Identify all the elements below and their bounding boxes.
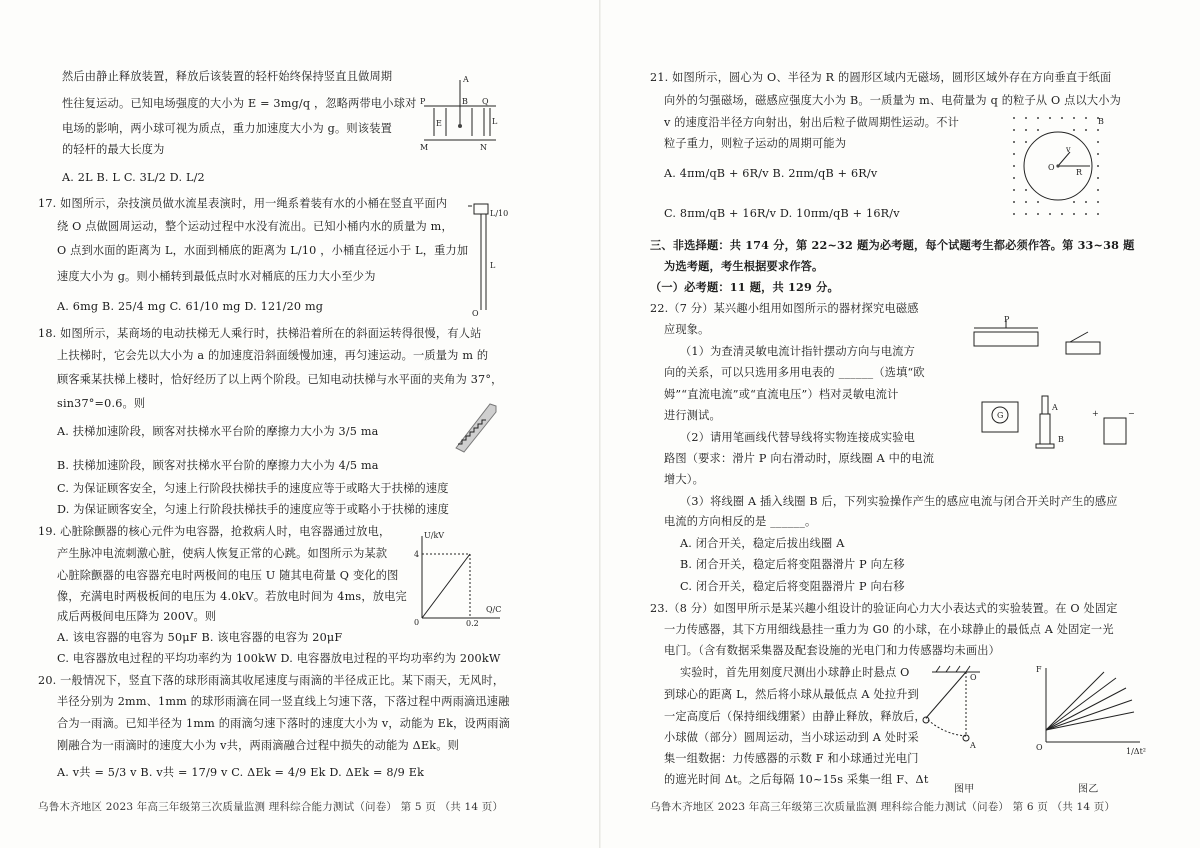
field-dot — [1097, 177, 1099, 179]
text-line: 速度大小为 g。则小桶转到最低点时水对桶底的压力大小至少为 — [57, 270, 376, 283]
field-label: A — [463, 75, 469, 84]
text-line: 增大）。 — [664, 473, 704, 486]
field-dot — [1073, 213, 1075, 215]
text-line: 小球做（部分）圆周运动，当小球运动到 A 处时采 — [664, 731, 919, 744]
section-heading: 三、非选择题：共 174 分，第 22~32 题为必考题，每个试题考生都必须作答。第 33~38 题 — [650, 238, 1135, 252]
field-dot — [1073, 129, 1075, 131]
answer-option: A. 扶梯加速阶段，顾客对扶梯水平台阶的摩擦力大小为 3/5 ma — [57, 425, 379, 438]
text-line: 刚融合为一雨滴时的速度大小为 v共，两雨滴融合过程中损失的动能为 ΔEk。则 — [57, 739, 460, 752]
field-label: N — [480, 143, 487, 152]
field-dot — [1073, 117, 1075, 119]
answer-option: C. 为保证顾客安全，匀速上行阶段扶梯扶手的速度应等于或略大于扶梯的速度 — [57, 482, 449, 495]
text-line: 的轻杆的最大长度为 — [62, 143, 165, 156]
text-line: O 点到水面的距离为 L，水面到桶底的距离为 L/10 ，小桶直径远小于 L，重力加 — [57, 244, 469, 257]
field-dot — [1097, 189, 1099, 191]
graph-label: Q/C — [486, 605, 502, 614]
text-line: 路图（要求：滑片 P 向右滑动时，原线圈 A 中的电流 — [664, 452, 935, 465]
text-line: v 的速度沿半径方向射出，射出后粒子做周期性运动。不计 — [664, 116, 959, 129]
text-line: 实验时，首先用刻度尺测出小球静止时悬点 O — [680, 666, 910, 679]
answer-options: A. 4πm/qB + 6R/v B. 2πm/qB + 6R/v — [664, 167, 878, 180]
text-line: 产生脉冲电流刺激心脏，使病人恢复正常的心跳。如图所示为某款 — [57, 547, 388, 560]
field-dot — [1025, 117, 1027, 119]
text-line: 电流的方向相反的是 ______。 — [664, 515, 817, 528]
text-line: 粒子重力，则粒子运动的周期可能为 — [664, 137, 847, 150]
circle-label: v — [1066, 145, 1071, 154]
text-line: 合为一雨滴。已知半径为 1mm 的雨滴匀速下落时的速度大小为 v，动能为 Ek，设两雨滴 — [57, 717, 511, 730]
field-dot — [1013, 177, 1015, 179]
text-line: （1）为查清灵敏电流计指针摆动方向与电流方 — [680, 345, 916, 358]
answer-options: A. 该电容器的电容为 50μF B. 该电容器的电容为 20μF — [57, 631, 343, 644]
field-dot — [1013, 165, 1015, 167]
text-line: 应现象。 — [664, 323, 710, 336]
text-line: 电场的影响，两小球可视为质点，重力加速度大小为 g。则该装置 — [62, 122, 392, 135]
text-line: 电门。（含有数据采集器及配套设施的光电门和力传感器均未画出） — [664, 644, 1001, 657]
svg-text:B: B — [1058, 435, 1064, 444]
svg-text:−: − — [1128, 409, 1135, 418]
field-dot — [1061, 117, 1063, 119]
answer-option: C. 闭合开关，稳定后将变阻器滑片 P 向右移 — [680, 580, 905, 593]
circle-label: B — [1098, 117, 1104, 126]
magnetic-field-figure — [1010, 112, 1106, 218]
question-22: 22.（7 分）某兴趣小组用如图所示的器材探究电磁感 — [650, 302, 919, 315]
text-line: 到球心的距离 L，然后将小球从最低点 A 处拉升到 — [664, 688, 919, 701]
field-dot — [1025, 213, 1027, 215]
text-line: 成后两极间电压降为 200V。则 — [57, 610, 217, 623]
field-dot — [1097, 201, 1099, 203]
field-dot — [1037, 201, 1039, 203]
field-dot — [1025, 141, 1027, 143]
text-line: 集一组数据：力传感器的示数 F 和小球通过光电门 — [664, 752, 919, 765]
text-line: 向的关系，可以只选用多用电表的 ______（选填“欧 — [664, 366, 925, 379]
field-dot — [1097, 165, 1099, 167]
answer-options: A. 6mg B. 25/4 mg C. 61/10 mg D. 121/20 mg — [57, 300, 324, 313]
field-dot — [1037, 117, 1039, 119]
text-line: 性往复运动。已知电场强度的大小为 E = 3mg/q ，忽略两带电小球对 — [62, 97, 417, 110]
question-23: 23.（8 分）如图甲所示是某兴趣小组设计的验证向心力大小表达式的实验装置。在 O 处固定 — [650, 602, 1118, 615]
field-dot — [1097, 153, 1099, 155]
text-line: （3）将线圈 A 插入线圈 B 后，下列实验操作产生的感应电流与闭合开关时产生的感应 — [680, 495, 1118, 508]
question-18: 18. 如图所示，某商场的电动扶梯无人乘行时，扶梯沿着所在的斜面运转得很慢，有人站 — [38, 327, 482, 340]
text-line: 像，充满电时两极板间的电压为 4.0kV。若放电时间为 4ms，放电完 — [57, 590, 407, 603]
sub-heading: （一）必考题：11 题，共 129 分。 — [650, 280, 839, 294]
text-line: 一力传感器，其下方用细线悬挂一重力为 G0 的小球，在小球静止的最低点 A 处固定一光 — [664, 623, 1114, 636]
circle-label: O — [1048, 163, 1055, 172]
answer-option: A. 闭合开关，稳定后拔出线圈 A — [680, 537, 845, 550]
field-dot — [1013, 129, 1015, 131]
field-dot — [1013, 201, 1015, 203]
field-dot — [1061, 213, 1063, 215]
svg-text:P: P — [1004, 315, 1010, 324]
field-dot — [1013, 189, 1015, 191]
pendulum-figure — [916, 664, 986, 768]
graph-label: U/kV — [424, 531, 445, 540]
field-dot — [1073, 201, 1075, 203]
field-label: M — [420, 143, 429, 152]
answer-options: C. 8πm/qB + 16R/v D. 10πm/qB + 16R/v — [664, 207, 900, 220]
answer-options: A. v共 = 5/3 v B. v共 = 17/9 v C. ΔEk = 4/9 Ek D. ΔEk = 8/9 Ek — [57, 766, 425, 779]
uq-graph — [408, 528, 504, 626]
field-label: E — [436, 119, 442, 128]
answer-option: D. 为保证顾客安全，匀速上行阶段扶梯扶手的速度应等于或略小于扶梯的速度 — [57, 503, 450, 516]
answer-option: B. 扶梯加速阶段，顾客对扶梯水平台阶的摩擦力大小为 4/5 ma — [57, 459, 379, 472]
text-line: 的遮光时间 Δt。之后每隔 10~15s 采集一组 F、Δt — [664, 773, 929, 786]
figure-caption: 图乙 — [1078, 784, 1099, 795]
field-figure — [418, 72, 500, 154]
answer-option: B. 闭合开关，稳定后将变阻器滑片 P 向左移 — [680, 558, 905, 571]
field-dot — [1085, 213, 1087, 215]
bucket-label: L — [490, 261, 496, 270]
pendulum-label: A — [970, 741, 976, 750]
field-dot — [1025, 201, 1027, 203]
svg-text:A: A — [1052, 403, 1058, 412]
text-line: 心脏除颤器的电容器充电时两极间的电压 U 随其电荷量 Q 变化的图 — [57, 569, 399, 582]
answer-options: C. 电容器放电过程的平均功率约为 100kW D. 电容器放电过程的平均功率约为 200kW — [57, 652, 501, 665]
field-dot — [1085, 201, 1087, 203]
field-dot — [1013, 213, 1015, 215]
text-line: 然后由静止释放装置，释放后该装置的轻杆始终保持竖直且做周期 — [62, 70, 393, 83]
apparatus-figure — [962, 315, 1142, 468]
text-line: （2）请用笔画线代替导线将实物连接成实验电 — [680, 431, 916, 444]
field-dot — [1097, 141, 1099, 143]
figure-caption: 图甲 — [954, 784, 975, 795]
field-dot — [1013, 153, 1015, 155]
graph-label: O — [1036, 743, 1043, 752]
text-line: 进行测试。 — [664, 409, 721, 422]
text-line: 顾客乘某扶梯上楼时，恰好经历了以上两个阶段。已知电动扶梯与水平面的夹角为 37°， — [57, 373, 503, 386]
field-dot — [1085, 129, 1087, 131]
text-line: 上扶梯时，它会先以大小为 a 的加速度沿斜面缓慢加速，再匀速运动。一质量为 m 的 — [57, 349, 489, 362]
field-label: P — [420, 97, 426, 106]
field-dot — [1013, 117, 1015, 119]
graph-label: F — [1036, 665, 1042, 674]
page-footer: 乌鲁木齐地区 2023 年高三年级第三次质量监测 理科综合能力测试（问卷） 第 5 页 （共 14 页） — [38, 801, 504, 813]
text-line: sin37°=0.6。则 — [57, 397, 146, 410]
graph-label: 1/Δt² — [1126, 747, 1146, 756]
svg-text:+: + — [1092, 409, 1099, 418]
graph-label: 0.2 — [466, 619, 479, 628]
field-dot — [1037, 129, 1039, 131]
question-19: 19. 心脏除颤器的核心元件为电容器，抢救病人时，电容器通过放电， — [38, 525, 391, 538]
text-line: 绕 O 点做圆周运动，整个运动过程中水没有流出。已知小桶内水的质量为 m， — [57, 220, 453, 233]
right-page — [600, 0, 1200, 848]
field-dot — [1037, 213, 1039, 215]
field-dot — [1013, 141, 1015, 143]
answer-options: A. 2L B. L C. 3L/2 D. L/2 — [62, 171, 205, 184]
question-21: 21. 如图所示，圆心为 O、半径为 R 的圆形区域内无磁场，圆形区域外存在方向垂直于纸面 — [650, 71, 1112, 84]
escalator-figure — [450, 398, 500, 454]
text-line: 姆”“直流电流”或“直流电压”）档对灵敏电流计 — [664, 388, 899, 401]
field-dot — [1097, 129, 1099, 131]
field-dot — [1025, 129, 1027, 131]
bucket-label: O — [472, 309, 479, 318]
text-line: 半径分别为 2mm、1mm 的球形雨滴在同一竖直线上匀速下落，下落过程中两雨滴迅速融 — [57, 695, 510, 708]
field-label: B — [462, 97, 468, 106]
field-dot — [1049, 117, 1051, 119]
field-dot — [1025, 189, 1027, 191]
field-dot — [1097, 213, 1099, 215]
bucket-figure — [464, 198, 508, 318]
graph-label: 0 — [414, 618, 420, 627]
field-dot — [1085, 117, 1087, 119]
question-17: 17. 如图所示，杂技演员做水流星表演时，用一绳系着装有水的小桶在竖直平面内 — [38, 197, 448, 210]
circle-label: R — [1076, 168, 1083, 177]
bucket-label: L/10 — [490, 209, 509, 218]
svg-text:G: G — [997, 411, 1004, 420]
field-dot — [1049, 213, 1051, 215]
text-line: 一定高度后（保持细线绷紧）由静止释放，释放后， — [664, 710, 926, 723]
text-line: 向外的匀强磁场，磁感应强度大小为 B。一质量为 m、电荷量为 q 的粒子从 O 点以大小为 — [664, 94, 1122, 107]
field-label: L — [492, 117, 498, 126]
field-label: Q — [482, 97, 489, 106]
graph-label: 4 — [414, 550, 420, 559]
question-20: 20. 一般情况下，竖直下落的球形雨滴其收尾速度与雨滴的半径成正比。某下雨天，无风时， — [38, 674, 505, 687]
f-graph — [1034, 664, 1146, 756]
section-heading: 为选考题，考生根据要求作答。 — [664, 259, 824, 273]
page-footer: 乌鲁木齐地区 2023 年高三年级第三次质量监测 理科综合能力测试（问卷） 第 6 页 （共 14 页） — [650, 801, 1116, 813]
pendulum-label: O — [970, 673, 977, 682]
